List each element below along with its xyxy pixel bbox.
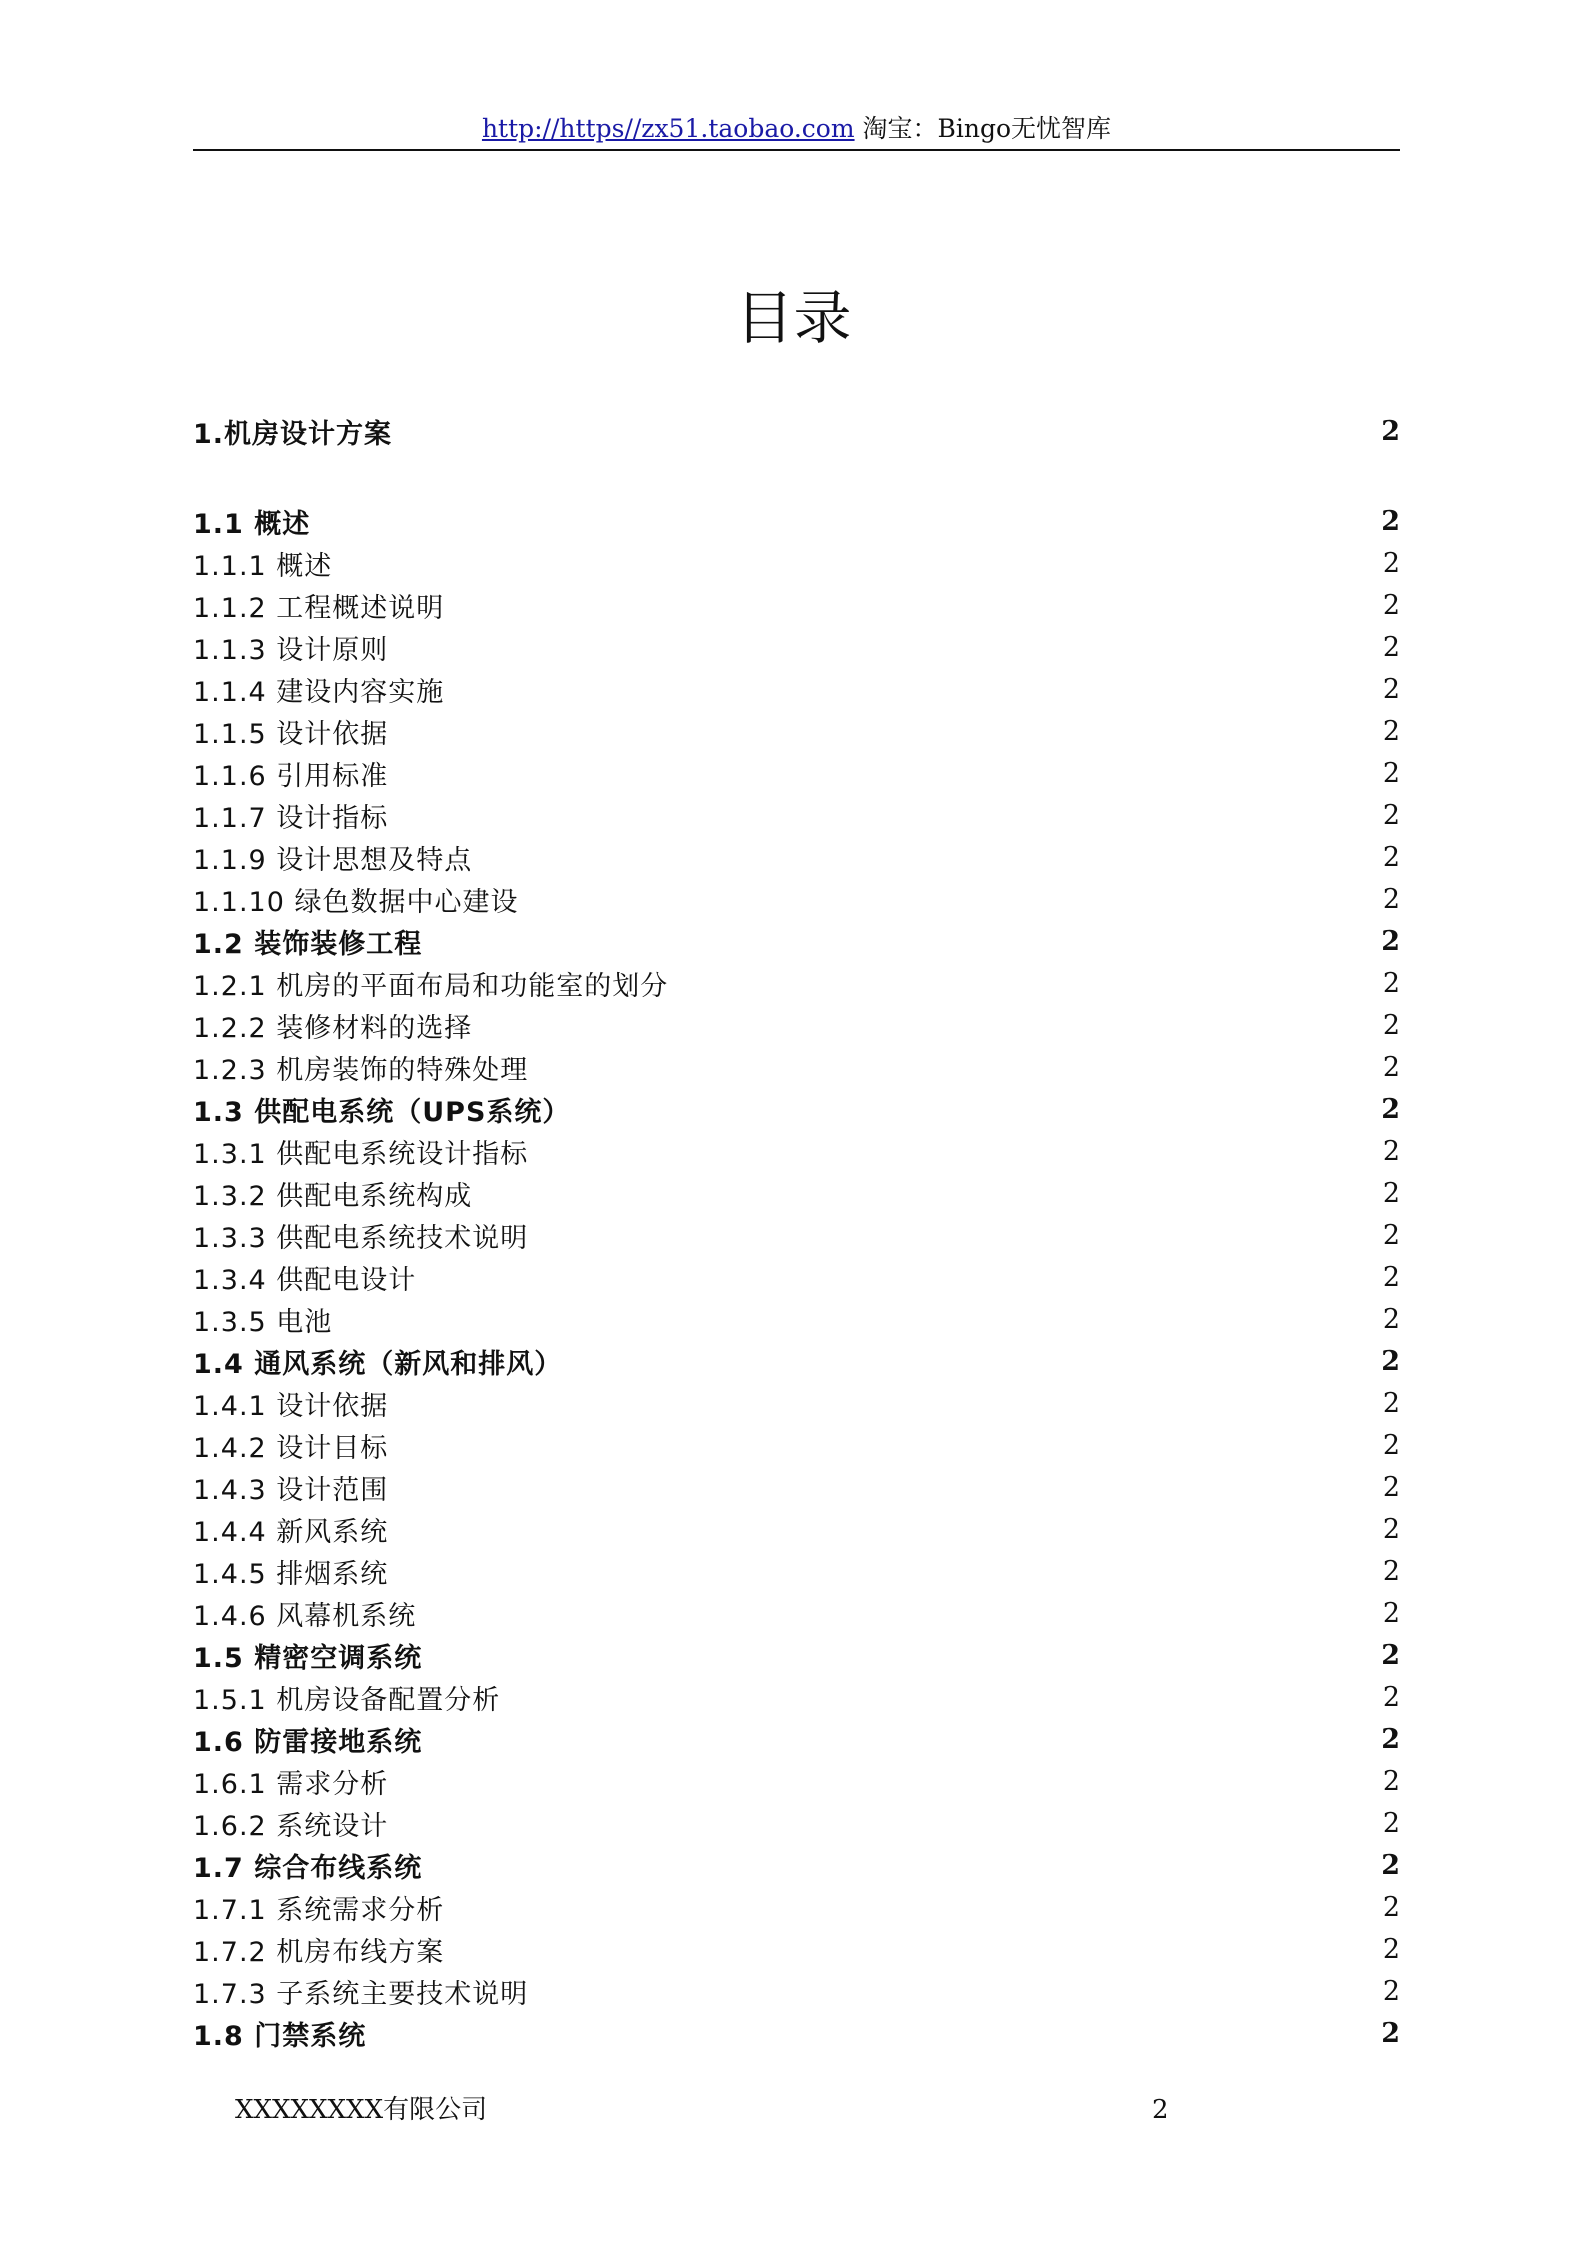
toc-entry-label: 1.2 装饰装修工程 [193,928,423,960]
toc-entry[interactable] [193,410,1400,452]
toc-entry[interactable] [193,1718,1400,1760]
toc-entry-label: 1.1.7 设计指标 [193,802,389,834]
toc-entry-page: 2 [1382,1177,1400,1209]
toc-entry[interactable] [193,1928,1400,1970]
toc-entry-page: 2 [1382,1681,1400,1713]
toc-entry-page: 2 [1382,1891,1400,1923]
toc-entry-label: 1.1.6 引用标准 [193,760,389,792]
toc-entry[interactable] [193,1046,1400,1088]
toc-entry-label: 1.1 概述 [193,508,311,540]
toc-entry[interactable] [193,1676,1400,1718]
toc-entry-page: 2 [1382,1051,1400,1083]
toc-entry-label: 1.3.3 供配电系统技术说明 [193,1222,529,1254]
toc-entry-page: 2 [1382,1429,1400,1461]
toc-entry[interactable] [193,962,1400,1004]
header-link[interactable]: http://https//zx51.taobao.com [481,114,855,143]
toc-entry-page: 2 [1381,1639,1400,1671]
toc-entry-label: 1.2.2 装修材料的选择 [193,1012,473,1044]
toc-entry-label: 1.7 综合布线系统 [193,1852,423,1884]
toc-entry[interactable] [193,878,1400,920]
toc-entry-label: 1.1.5 设计依据 [193,718,389,750]
toc-entry-label: 1.1.9 设计思想及特点 [193,844,473,876]
footer-page-number: 2 [1152,2095,1169,2125]
toc-entry-label: 1.4 通风系统（新风和排风） [193,1348,563,1380]
toc-entry[interactable] [193,1424,1400,1466]
toc-entry-label: 1.2.3 机房装饰的特殊处理 [193,1054,529,1086]
toc-entry-page: 2 [1381,415,1400,447]
toc-entry-page: 2 [1381,505,1400,537]
toc-entry[interactable] [193,1886,1400,1928]
toc-entry-page: 2 [1382,841,1400,873]
toc-entry-label: 1.8 门禁系统 [193,2020,367,2052]
toc-entry-label: 1.6.1 需求分析 [193,1768,389,1800]
footer-company: XXXXXXXX有限公司 [235,2095,488,2125]
toc-entry-label: 1.4.6 风幕机系统 [193,1600,417,1632]
toc-entry-page: 2 [1382,1135,1400,1167]
toc-entry-label: 1.4.1 设计依据 [193,1390,389,1422]
toc-entry-page: 2 [1381,2017,1400,2049]
toc-entry-page: 2 [1382,1471,1400,1503]
toc-entry[interactable] [193,1256,1400,1298]
toc-entry-page: 2 [1382,1009,1400,1041]
toc-entry-label: 1.机房设计方案 [193,418,393,450]
toc-entry-page: 2 [1382,631,1400,663]
toc-entry-page: 2 [1381,1723,1400,1755]
toc-entry-page: 2 [1382,1807,1400,1839]
toc-entry-page: 2 [1381,925,1400,957]
toc-entry[interactable] [193,542,1400,584]
toc-entry-label: 1.1.2 工程概述说明 [193,592,445,624]
toc-entry[interactable] [193,2012,1400,2054]
toc-entry[interactable] [193,1088,1400,1130]
toc-entry-label: 1.4.5 排烟系统 [193,1558,389,1590]
toc-entry-page: 2 [1382,1975,1400,2007]
toc-entry[interactable] [193,1466,1400,1508]
toc-entry[interactable] [193,1382,1400,1424]
page-title: 目录 [735,284,852,352]
toc-entry-label: 1.5.1 机房设备配置分析 [193,1684,501,1716]
toc-entry-label: 1.4.3 设计范围 [193,1474,389,1506]
toc-entry-page: 2 [1382,883,1400,915]
toc-entry-page: 2 [1382,1933,1400,1965]
toc-entry-page: 2 [1382,1303,1400,1335]
toc-entry-label: 1.6.2 系统设计 [193,1810,389,1842]
toc-entry-page: 2 [1382,1219,1400,1251]
toc-entry[interactable] [193,1844,1400,1886]
toc-entry[interactable] [193,1340,1400,1382]
header-divider [193,149,1400,151]
toc-entry-page: 2 [1382,1513,1400,1545]
toc-entry[interactable] [193,584,1400,626]
toc-entry[interactable] [193,1214,1400,1256]
toc-entry-label: 1.7.3 子系统主要技术说明 [193,1978,529,2010]
toc-entry[interactable] [193,668,1400,710]
toc-entry-page: 2 [1381,1345,1400,1377]
toc-entry-page: 2 [1382,1261,1400,1293]
toc-entry[interactable] [193,626,1400,668]
toc-entry[interactable] [193,1298,1400,1340]
toc-entry-label: 1.7.1 系统需求分析 [193,1894,445,1926]
toc-entry[interactable] [193,836,1400,878]
toc-entry-page: 2 [1382,1387,1400,1419]
toc-entry-page: 2 [1382,589,1400,621]
toc-entry-page: 2 [1382,673,1400,705]
toc-entry-page: 2 [1382,1597,1400,1629]
toc-entry-page: 2 [1382,1765,1400,1797]
toc-entry[interactable] [193,794,1400,836]
toc-entry-label: 1.1.4 建设内容实施 [193,676,445,708]
toc-entry-page: 2 [1382,967,1400,999]
toc-entry-page: 2 [1382,547,1400,579]
toc-entry-label: 1.1.1 概述 [193,550,333,582]
toc-entry-page: 2 [1382,715,1400,747]
toc-entry[interactable] [193,752,1400,794]
toc-entry-page: 2 [1382,757,1400,789]
toc-entry-label: 1.1.10 绿色数据中心建设 [193,886,519,918]
toc-entry-label: 1.4.4 新风系统 [193,1516,389,1548]
toc-entry[interactable] [193,1802,1400,1844]
toc-entry[interactable] [193,1550,1400,1592]
toc-entry-page: 2 [1381,1849,1400,1881]
toc-entry-label: 1.3 供配电系统（UPS系统） [193,1096,571,1128]
toc-entry-label: 1.2.1 机房的平面布局和功能室的划分 [193,970,669,1002]
toc-entry[interactable] [193,1130,1400,1172]
toc-entry[interactable] [193,1970,1400,2012]
toc-entry-label: 1.3.2 供配电系统构成 [193,1180,473,1212]
toc-entry-label: 1.3.1 供配电系统设计指标 [193,1138,529,1170]
toc-entry-label: 1.3.5 电池 [193,1306,333,1338]
page-header [193,112,1400,146]
toc-entry[interactable] [193,1172,1400,1214]
toc-entry-label: 1.7.2 机房布线方案 [193,1936,445,1968]
toc-entry-page: 2 [1381,1093,1400,1125]
toc-entry[interactable] [193,1508,1400,1550]
table-of-contents [193,410,1400,2054]
toc-entry[interactable] [193,1004,1400,1046]
toc-entry[interactable] [193,1634,1400,1676]
toc-entry-label: 1.5 精密空调系统 [193,1642,423,1674]
header-shop-name: 淘宝：Bingo无忧智库 [854,114,1112,143]
toc-entry-label: 1.1.3 设计原则 [193,634,389,666]
toc-entry[interactable] [193,1592,1400,1634]
toc-entry-label: 1.3.4 供配电设计 [193,1264,417,1296]
toc-entry-page: 2 [1382,799,1400,831]
toc-entry[interactable] [193,1760,1400,1802]
toc-entry[interactable] [193,500,1400,542]
toc-entry-label: 1.4.2 设计目标 [193,1432,389,1464]
toc-entry[interactable] [193,710,1400,752]
toc-entry-page: 2 [1382,1555,1400,1587]
toc-entry[interactable] [193,920,1400,962]
toc-entry-label: 1.6 防雷接地系统 [193,1726,423,1758]
